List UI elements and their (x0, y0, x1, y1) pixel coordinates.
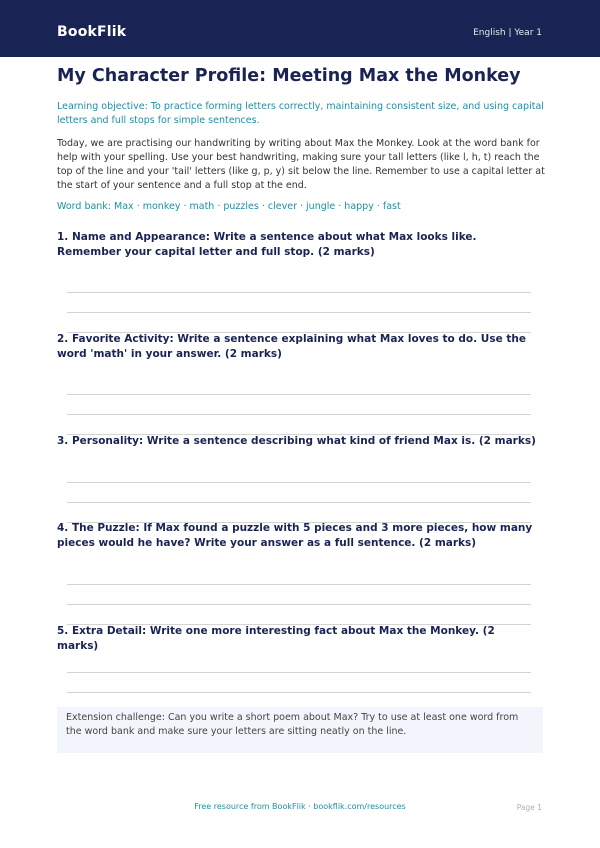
learning-objective: Learning objective: To practice forming letters correctly, maintaining consistent size, and using capital letters and full stops for simple sentences. (57, 101, 544, 126)
answer-line[interactable] (67, 312, 531, 313)
answer-line[interactable] (67, 672, 531, 673)
extension-challenge-box (57, 707, 543, 753)
question-2: 2. Favorite Activity: Write a sentence explaining what Max loves to do. Use the word 'math' in your answer. (2 marks) (57, 333, 526, 360)
question-4: 4. The Puzzle: If Max found a puzzle with 5 pieces and 3 more pieces, how many pieces would he have? Write your answer as a full sentence. (2 marks) (57, 522, 533, 549)
question-3: 3. Personality: Write a sentence describing what kind of friend Max is. (2 marks) (57, 435, 536, 447)
answer-line[interactable] (67, 604, 531, 605)
brand-logo[interactable]: BookFlik (57, 24, 127, 40)
site-header (0, 0, 600, 57)
answer-line[interactable] (67, 414, 531, 415)
word-bank: Word bank: Max · monkey · math · puzzles · clever · jungle · happy · fast (57, 201, 401, 212)
answer-line[interactable] (67, 584, 531, 585)
intro-paragraph: Today, we are practising our handwriting by writing about Max the Monkey. Look at the word bank for help with your spelling. Use your best handwriting, making sure your tall letters (like l, h, t) reach the top of the line and your 'tail' letters (like g, p, y) sit below the line. Remember to use a capital letter at the start of your sentence and a full stop at the end. (57, 138, 545, 191)
answer-line[interactable] (67, 292, 531, 293)
question-1: 1. Name and Appearance: Write a sentence about what Max looks like. Remember your capital letter and full stop. (2 marks) (57, 231, 477, 258)
question-5: 5. Extra Detail: Write one more interesting fact about Max the Monkey. (2 marks) (57, 625, 495, 652)
subject-year-label: English | Year 1 (473, 28, 542, 38)
answer-line[interactable] (67, 482, 531, 483)
page-number: Page 1 (516, 803, 542, 812)
answer-line[interactable] (67, 692, 531, 693)
footer-resource-link[interactable]: Free resource from BookFlik · bookflik.com/resources (194, 802, 406, 811)
page-title: My Character Profile: Meeting Max the Monkey (57, 66, 521, 86)
answer-line[interactable] (67, 502, 531, 503)
answer-line[interactable] (67, 394, 531, 395)
extension-challenge-text: Extension challenge: Can you write a short poem about Max? Try to use at least one word from the word bank and make sure your letters are sitting neatly on the line. (66, 712, 519, 737)
